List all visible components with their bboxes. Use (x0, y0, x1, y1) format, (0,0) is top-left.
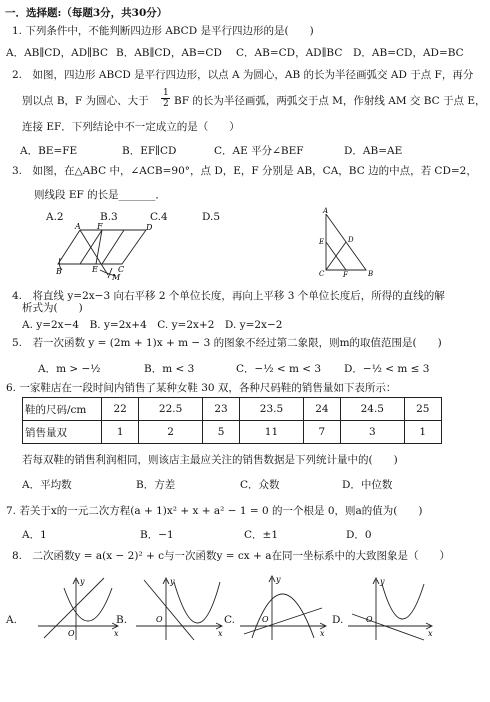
q3-option-a[interactable]: A.2 (46, 211, 64, 223)
q8-option-d[interactable]: D. (332, 614, 344, 626)
table-cell: 5 (202, 421, 239, 444)
table-cell: 1 (404, 421, 441, 444)
question-5-stem: 5. 若一次函数 y = (2m + 1)x + m − 3 的图象不经过第二象限，则m的取值范围是( ) (12, 337, 442, 349)
q8-graph-d[interactable] (346, 574, 436, 644)
q5-option-d[interactable]: D．−½ < m ≤ 3 (344, 363, 430, 375)
q5-option-b[interactable]: B．m < 3 (144, 363, 195, 375)
q6-option-b[interactable]: B．方差 (136, 479, 176, 491)
question-2-line-1: 2. 如图，四边形 ABCD 是平行四边形，以点 A 为圆心，AB 的长为半径画弧交 AD 于点 F，再分 (12, 69, 474, 81)
fig2-label-a: A (75, 222, 81, 231)
q4-options[interactable]: A. y=2x−4 B. y=2x+4 C. y=2x+2 D. y=2x−2 (22, 319, 283, 331)
q8-graph-a[interactable] (36, 574, 120, 644)
question-3-line-1: 3. 如图，在△ABC 中，∠ACB=90°，点 D，E，F 分别是 AB，CA，BC 边的中点，若 CD=2， (12, 165, 477, 177)
table-cell: 22 (102, 398, 139, 421)
q5-option-c[interactable]: C．−½ < m < 3 (236, 363, 322, 375)
fig2-label-m: M (112, 273, 121, 282)
fig3-label-b: B (368, 270, 374, 278)
q6-option-a[interactable]: A．平均数 (22, 479, 72, 491)
q3-option-d[interactable]: D.5 (202, 211, 221, 223)
table-cell: 3 (341, 421, 404, 444)
table-cell: 7 (303, 421, 340, 444)
q2-option-a[interactable]: A．BE=FE (20, 145, 78, 157)
question-1-stem: 1. 下列条件中，不能判断四边形 ABCD 是平行四边形的是( ) (12, 25, 314, 37)
table-row-label: 鞋的尺码/cm (23, 398, 102, 421)
q8-option-a[interactable]: A. (6, 614, 17, 626)
graph-c-x-label: x (320, 629, 325, 638)
fig2-label-c: C (118, 265, 125, 274)
q2-option-c[interactable]: C．AE 平分∠BEF (214, 145, 304, 157)
graph-d-origin: O (366, 615, 373, 624)
q6-option-d[interactable]: D．中位数 (342, 479, 393, 491)
q3-option-c[interactable]: C.4 (150, 211, 168, 223)
question-6-followup: 若每双鞋的销售利润相同，则该店主最应关注的销售数据是下列统计量中的( ) (22, 454, 398, 466)
q8-graph-c[interactable] (238, 572, 328, 644)
q7-option-a[interactable]: A．1 (22, 529, 47, 541)
graph-a-y-label: y (80, 577, 85, 586)
fig2-label-d: D (146, 223, 153, 232)
question-2-line-2b: BF 的长为半径画弧，两弧交于点 M，作射线 AM 交 BC 于点 E， (174, 95, 486, 107)
question-4-line-1: 4. 将直线 y=2x−3 向右平移 2 个单位长度，再向上平移 3 个单位长度后，所得的直线的解 (12, 290, 445, 302)
table-cell: 24 (303, 398, 340, 421)
q7-option-b[interactable]: B．−1 (140, 529, 174, 541)
fig3-label-e: E (319, 238, 325, 246)
graph-c-y-label: y (276, 575, 281, 584)
q1-option-b[interactable]: B．AB∥CD，AB=CD (116, 47, 222, 59)
fig2-label-f: F (97, 222, 103, 231)
q7-option-c[interactable]: C．±1 (244, 529, 279, 541)
graph-d-x-label: x (428, 629, 433, 638)
fig2-label-e: E (92, 265, 98, 274)
parallelogram-figure (50, 222, 160, 280)
table-row (23, 398, 442, 421)
q1-option-d[interactable]: D．AB=CD，AD=BC (353, 47, 464, 59)
graph-d-y-label: y (380, 577, 385, 586)
q5-option-a[interactable]: A．m > −½ (38, 363, 101, 375)
graph-b-origin: O (156, 615, 163, 624)
question-2-line-3: 连接 EF．下列结论中不一定成立的是（ ） (22, 121, 240, 133)
q6-option-c[interactable]: C．众数 (240, 479, 280, 491)
graph-b-x-label: x (218, 629, 223, 638)
q8-graph-b[interactable] (134, 574, 224, 644)
fig3-label-a: A (323, 207, 329, 215)
table-cell: 1 (102, 421, 139, 444)
question-3-line-2: 则线段 EF 的长是_______． (34, 189, 166, 201)
table-cell: 2 (139, 421, 202, 444)
fig3-label-f: F (343, 271, 348, 279)
fraction-denominator: 2 (163, 99, 169, 109)
question-2-line-2a: 别以点 B，F 为圆心、大于 (22, 95, 149, 107)
right-triangle-figure (318, 206, 378, 278)
table-cell: 24.5 (341, 398, 404, 421)
shoe-size-table (22, 397, 442, 444)
table-cell: 23.5 (240, 398, 303, 421)
fig2-label-b: B (56, 267, 62, 276)
table-cell: 25 (404, 398, 441, 421)
question-6-stem: 6. 一家鞋店在一段时间内销售了某种女鞋 30 双，各种尺码鞋的销售量如下表所示： (6, 382, 397, 394)
table-row-label: 销售量双 (23, 421, 102, 444)
table-cell: 23 (202, 398, 239, 421)
section-title: 一．选择题:（每题3分，共30分） (5, 7, 168, 19)
graph-b-y-label: y (170, 577, 175, 586)
q8-option-c[interactable]: C. (224, 614, 235, 626)
question-7-stem: 7. 若关于x的一元二次方程(a + 1)x² + x + a² − 1 = 0 的一个根是 0，则a的值为( ) (6, 505, 423, 517)
fig3-label-c: C (319, 270, 325, 278)
graph-a-x-label: x (114, 629, 119, 638)
fig3-label-d: D (348, 236, 354, 244)
table-cell: 11 (240, 421, 303, 444)
fraction-numerator: 1 (163, 88, 169, 98)
q7-option-d[interactable]: D．0 (346, 529, 372, 541)
q1-option-a[interactable]: A．AB∥CD，AD∥BC (6, 47, 108, 59)
graph-a-origin: O (68, 629, 75, 638)
table-row (23, 421, 442, 444)
q2-option-d[interactable]: D．AB=AE (344, 145, 403, 157)
q1-option-c[interactable]: C．AB=CD，AD∥BC (236, 47, 343, 59)
q3-option-b[interactable]: B.3 (100, 211, 118, 223)
q2-option-b[interactable]: B．EF∥CD (122, 145, 177, 157)
table-cell: 22.5 (139, 398, 202, 421)
question-8-stem: 8. 二次函数y = a(x − 2)² + c与一次函数y = cx + a在同一坐标系中的大致图象是（ ） (12, 550, 450, 562)
graph-c-origin: O (262, 615, 269, 624)
q8-option-b[interactable]: B. (116, 614, 128, 626)
question-4-line-2: 析式为( ) (22, 302, 83, 314)
